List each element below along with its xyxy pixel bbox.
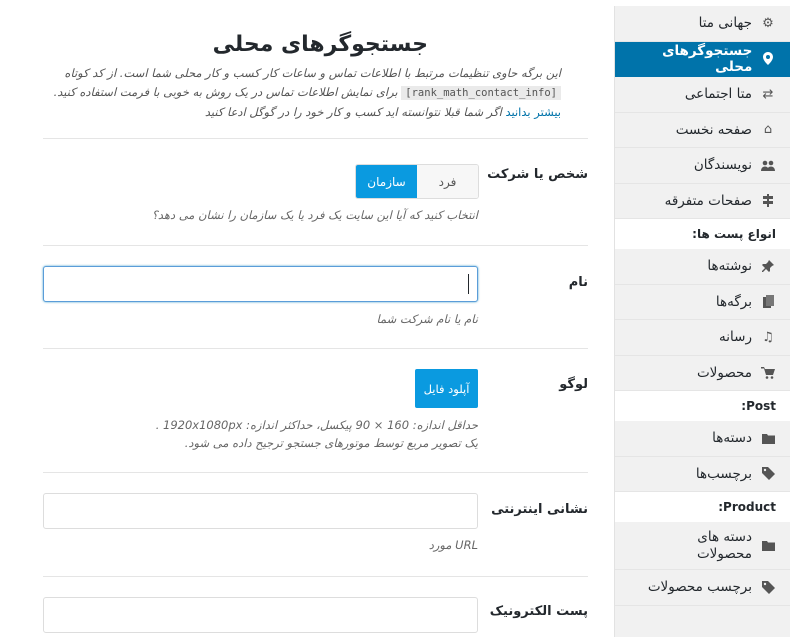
person-or-company-label: شخص یا شرکت bbox=[487, 167, 588, 182]
sidebar-item-label: برچسب‌ها bbox=[695, 465, 752, 482]
divider bbox=[43, 138, 588, 139]
sidebar-item-label: جستجوگرهای محلی bbox=[662, 42, 753, 75]
sidebar-item-label: برچسب محصولات bbox=[647, 579, 752, 596]
sidebar-item-label: جهانی متا bbox=[698, 15, 752, 32]
name-input[interactable] bbox=[43, 266, 478, 302]
description-text: اگر شما قبلا نتوانسته اید کسب و کار خود را در گوگل ادعا کنید bbox=[204, 105, 502, 119]
map-pin-icon bbox=[760, 52, 776, 65]
logo-help-square: یک تصویر مربع توسط موتورهای جستجو ترجیح داده می شود. bbox=[184, 436, 478, 450]
sidebar-item-pages[interactable] bbox=[615, 285, 790, 321]
person-help-text: انتخاب کنید که آیا این سایت یک فرد یا یک سازمان را نشان می دهد؟ bbox=[151, 208, 478, 222]
sidebar-item-label: دسته‌ها bbox=[712, 430, 752, 447]
sidebar-item-label: متا اجتماعی bbox=[684, 86, 752, 103]
sidebar-item-posts[interactable] bbox=[615, 249, 790, 285]
users-icon bbox=[760, 160, 776, 171]
description-text: این برگه حاوی تنظیمات مرتبط با اطلاعات تماس و ساعات کار کسب و کار محلی شما است. از کد کوتاه bbox=[64, 66, 561, 80]
email-label: پست الکترونیک bbox=[489, 604, 588, 619]
sidebar-item-authors[interactable] bbox=[615, 148, 790, 184]
pages-icon bbox=[760, 295, 776, 308]
sidebar-item-label: نویسندگان bbox=[693, 157, 752, 174]
sidebar-item-products[interactable] bbox=[615, 356, 790, 392]
logo-label: لوگو bbox=[559, 377, 588, 392]
post-taxonomy-heading: Post: bbox=[615, 391, 790, 421]
sidebar-item-homepage[interactable] bbox=[615, 113, 790, 149]
sidebar-item-label: برگه‌ها bbox=[715, 293, 752, 310]
description-text: برای نمایش اطلاعات تماس در یک روش به خوبی با فرمت استفاده کنید. bbox=[53, 85, 398, 99]
name-label: نام bbox=[568, 275, 588, 290]
sidebar-item-tags[interactable] bbox=[615, 457, 790, 493]
sidebar-item-categories[interactable] bbox=[615, 421, 790, 457]
tag-icon bbox=[760, 581, 776, 594]
share-arrows-icon: ⇄ bbox=[762, 86, 774, 102]
url-input[interactable] bbox=[43, 493, 478, 529]
gears-icon: ⚙ bbox=[762, 15, 774, 31]
sidebar-item-label: نوشته‌ها bbox=[707, 258, 752, 275]
toggle-organization[interactable]: سازمان bbox=[356, 165, 417, 198]
post-types-heading: انواع پست ها: bbox=[615, 219, 790, 249]
media-icon: ♫ bbox=[762, 329, 774, 345]
sidebar-item-local-seo[interactable] bbox=[615, 42, 790, 78]
sidebar-item-misc-pages[interactable] bbox=[615, 184, 790, 220]
toggle-person[interactable]: فرد bbox=[417, 165, 478, 198]
learn-more-link[interactable]: بیشتر بدانید bbox=[505, 105, 561, 119]
sidebar-item-global-meta[interactable] bbox=[615, 6, 790, 42]
divider bbox=[43, 348, 588, 349]
sidebar-item-product-tags[interactable] bbox=[615, 570, 790, 606]
divider bbox=[43, 576, 588, 577]
sidebar-item-media[interactable] bbox=[615, 320, 790, 356]
cart-icon bbox=[760, 367, 776, 379]
sidebar-item-product-categories[interactable] bbox=[615, 522, 790, 570]
sidebar-item-label: محصولات bbox=[696, 364, 752, 381]
logo-help-size: حداقل اندازه: 160 × 90 پیکسل، حداکثر اندازه: 1920x1080px . bbox=[155, 418, 478, 432]
product-taxonomy-heading: Product: bbox=[615, 492, 790, 522]
tag-icon bbox=[760, 467, 776, 480]
settings-sidebar bbox=[614, 6, 790, 637]
home-icon: ⌂ bbox=[763, 122, 773, 138]
upload-file-button[interactable]: آپلود فایل bbox=[415, 369, 478, 408]
page-description bbox=[41, 64, 561, 122]
url-help-text: URL مورد bbox=[428, 538, 478, 552]
email-input[interactable] bbox=[43, 597, 478, 633]
url-label: نشانی اینترنتی bbox=[491, 502, 588, 517]
sidebar-item-social-meta[interactable] bbox=[615, 77, 790, 113]
signpost-icon bbox=[760, 194, 776, 207]
divider bbox=[43, 245, 588, 246]
shortcode: [rank_math_contact_info] bbox=[401, 86, 561, 100]
folder-icon bbox=[760, 433, 776, 444]
person-org-toggle bbox=[355, 164, 479, 199]
name-help-text: نام یا نام شرکت شما bbox=[376, 312, 478, 326]
sidebar-item-label: رسانه bbox=[719, 329, 752, 346]
text-caret bbox=[468, 274, 469, 294]
sidebar-item-label: دسته های محصولات bbox=[696, 528, 752, 562]
divider bbox=[43, 472, 588, 473]
sidebar-item-label: صفحات متفرقه bbox=[664, 192, 752, 209]
sidebar-item-label: صفحه نخست bbox=[675, 121, 752, 138]
pin-icon bbox=[760, 260, 776, 272]
folder-icon bbox=[760, 540, 776, 551]
page-title: جستجوگرهای محلی bbox=[212, 32, 428, 57]
